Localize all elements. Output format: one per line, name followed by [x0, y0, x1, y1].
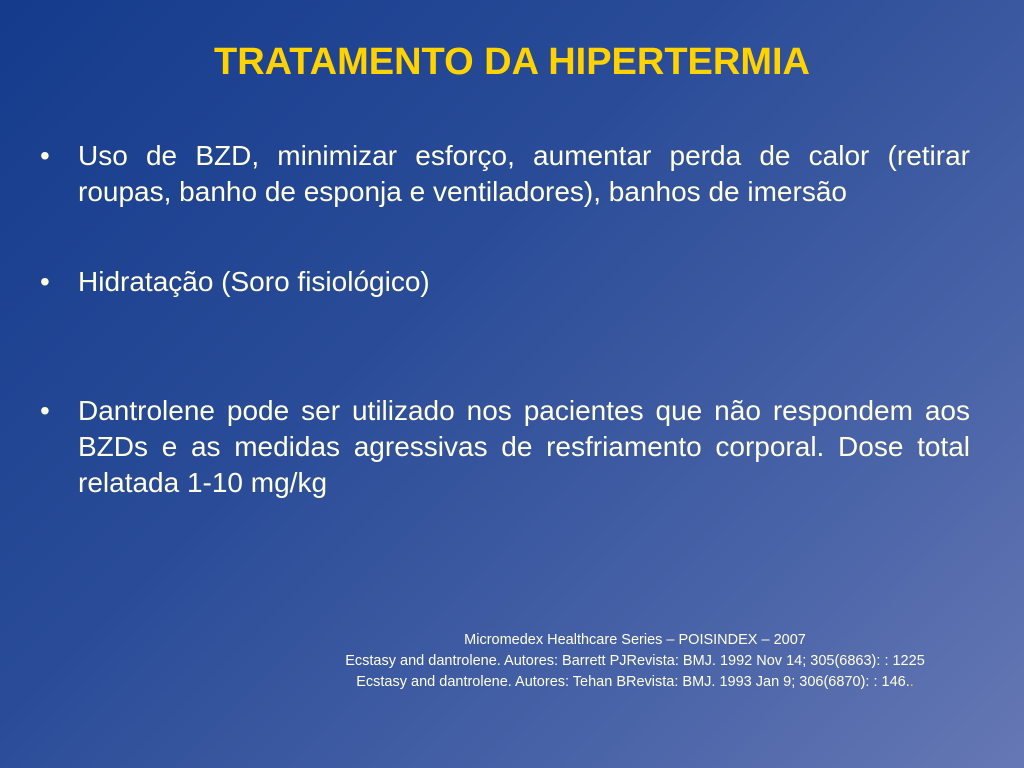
bullet-text: Uso de BZD, minimizar esforço, aumentar perda de calor (retirar roupas, banho de esponja e ventiladores), banhos de imersão	[78, 140, 970, 207]
bullet-dot-icon: •	[40, 140, 50, 171]
reference-line: Ecstasy and dantrolene. Autores: Barrett PJRevista: BMJ. 1992 Nov 14; 305(6863): : 1225	[345, 653, 925, 669]
bullet-item	[40, 138, 970, 210]
bullet-dot-icon: •	[40, 266, 50, 297]
bullet-list	[40, 138, 970, 501]
bullet-item	[40, 393, 970, 501]
references	[280, 630, 990, 693]
trailing-dot: .	[909, 674, 914, 690]
bullet-text: Hidratação (Soro fisiológico)	[78, 266, 430, 297]
reference-line: Micromedex Healthcare Series – POISINDEX – 2007	[464, 632, 806, 648]
slide-title: TRATAMENTO DA HIPERTERMIA	[213, 41, 810, 83]
bullet-dot-icon: •	[40, 395, 50, 426]
bullet-item	[40, 264, 970, 300]
bullet-text: Dantrolene pode ser utilizado nos pacientes que não respondem aos BZDs e as medidas agressivas de resfriamento corporal. Dose total relatada 1-10 mg/kg	[78, 395, 970, 498]
reference-text: Ecstasy and dantrolene. Autores: Tehan BRevista: BMJ. 1993 Jan 9; 306(6870): : 146.	[356, 674, 910, 690]
reference-line	[280, 672, 990, 693]
